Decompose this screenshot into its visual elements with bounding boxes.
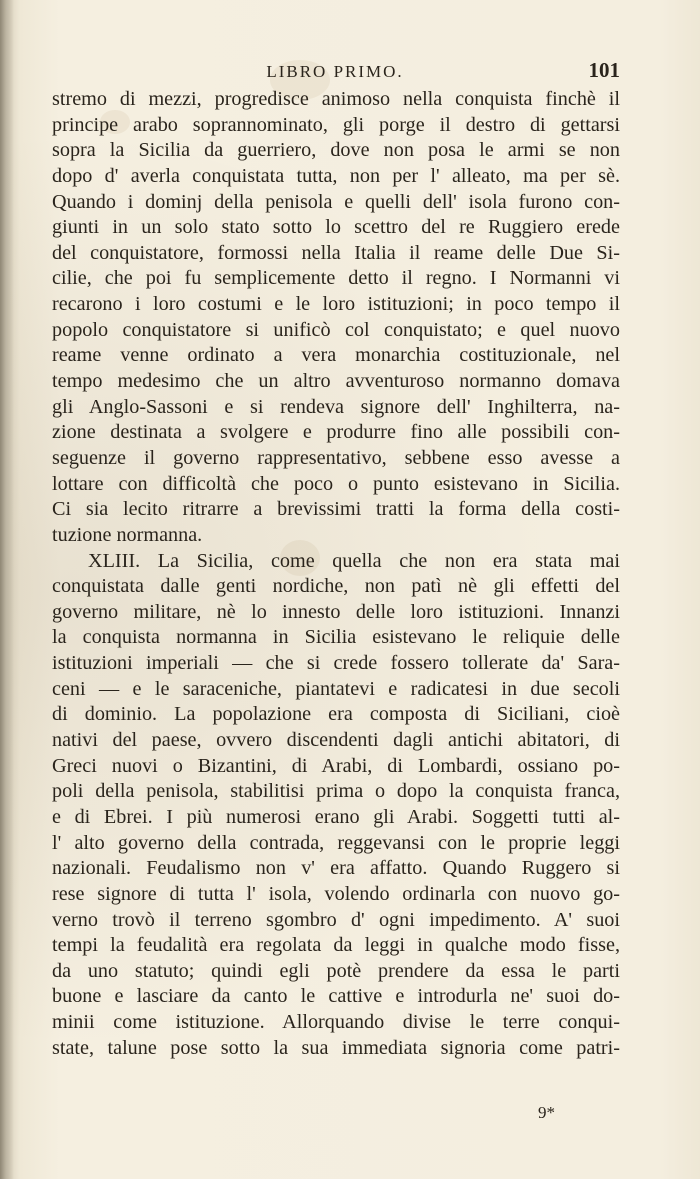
text-line: reame venne ordinato a vera monarchia costituzionale, nel bbox=[52, 344, 620, 367]
running-header bbox=[50, 58, 620, 88]
text-line: Quando i dominj della penisola e quelli dell' isola furono con- bbox=[52, 190, 620, 213]
text-line: nativi del paese, ovvero discendenti dagli antichi abitatori, di bbox=[52, 729, 620, 752]
section-start-line: XLIII. La Sicilia, come quella che non era stata mai bbox=[88, 549, 620, 572]
text-line: verno trovò il terreno sgombro d' ogni impedimento. A' suoi bbox=[52, 908, 620, 931]
paragraph-end-line: tuzione normanna. bbox=[52, 523, 203, 546]
text-line: giunti in un solo stato sotto lo scettro del re Ruggiero erede bbox=[52, 216, 620, 239]
text-line: popolo conquistatore si unificò col conquistato; e quel nuovo bbox=[52, 318, 620, 341]
running-title: LIBRO PRIMO. bbox=[266, 62, 404, 81]
page-spine-shadow bbox=[0, 0, 14, 1179]
body-text bbox=[52, 87, 620, 1061]
signature-mark: 9* bbox=[538, 1103, 555, 1122]
text-line: sopra la Sicilia da guerriero, dove non posa le armi se non bbox=[52, 139, 620, 162]
text-line: state, talune pose sotto la sua immediata signoria come patri- bbox=[52, 1036, 620, 1059]
text-line: conquistata dalle genti nordiche, non patì nè gli effetti del bbox=[52, 575, 620, 598]
text-line: istituzioni imperiali — che si crede fossero tollerate da' Sara- bbox=[52, 652, 620, 675]
text-line: Greci nuovi o Bizantini, di Arabi, di Lombardi, ossiano po- bbox=[52, 754, 620, 777]
text-line: rese signore di tutta l' isola, volendo ordinarla con nuovo go- bbox=[52, 882, 620, 905]
text-line: zione destinata a svolgere e produrre fino alle possibili con- bbox=[52, 421, 620, 444]
text-line: dopo d' averla conquistata tutta, non per l' alleato, ma per sè. bbox=[52, 164, 620, 187]
text-line: la conquista normanna in Sicilia esistevano le reliquie delle bbox=[52, 626, 620, 649]
text-line: recarono i loro costumi e le loro istituzioni; in poco tempo il bbox=[52, 293, 620, 316]
text-line: da uno statuto; quindi egli potè prendere da essa le parti bbox=[52, 959, 620, 982]
text-line: poli della penisola, stabilitisi prima o dopo la conquista franca, bbox=[52, 780, 620, 803]
text-line: tempi la feudalità era regolata da leggi in qualche modo fisse, bbox=[52, 934, 620, 957]
text-line: governo militare, nè lo innesto delle loro istituzioni. Innanzi bbox=[52, 600, 620, 623]
text-line: gli Anglo-Sassoni e si rendeva signore dell' Inghilterra, na- bbox=[52, 395, 620, 418]
text-line: nazionali. Feudalismo non v' era affatto. Quando Ruggero si bbox=[52, 857, 620, 880]
text-line: lottare con difficoltà che poco o punto esistevano in Sicilia. bbox=[52, 472, 620, 495]
text-line: seguenze il governo rappresentativo, sebbene esso avesse a bbox=[52, 446, 620, 469]
text-line: l' alto governo della contrada, reggevansi con le proprie leggi bbox=[52, 831, 620, 854]
text-line: ceni — e le saraceniche, piantatevi e radicatesi in due secoli bbox=[52, 677, 620, 700]
text-line: tempo medesimo che un altro avventuroso normanno domava bbox=[52, 370, 620, 393]
text-line: del conquistatore, formossi nella Italia il reame delle Due Si- bbox=[52, 241, 620, 264]
text-line: buone e lasciare da canto le cattive e introdurla ne' suoi do- bbox=[52, 985, 620, 1008]
text-line: minii come istituzione. Allorquando divise le terre conqui- bbox=[52, 1011, 620, 1034]
text-line: e di Ebrei. I più numerosi erano gli Arabi. Soggetti tutti al- bbox=[52, 805, 620, 828]
text-line: Ci sia lecito ritrarre a brevissimi tratti la forma della costi- bbox=[52, 498, 620, 521]
text-line: principe arabo soprannominato, gli porge il destro di gettarsi bbox=[52, 113, 620, 136]
text-line: stremo di mezzi, progredisce animoso nella conquista finchè il bbox=[52, 88, 620, 110]
text-line: di dominio. La popolazione era composta di Siciliani, cioè bbox=[52, 703, 620, 726]
text-line: cilie, che poi fu semplicemente detto il regno. I Normanni vi bbox=[52, 267, 620, 290]
page-number: 101 bbox=[588, 58, 620, 82]
